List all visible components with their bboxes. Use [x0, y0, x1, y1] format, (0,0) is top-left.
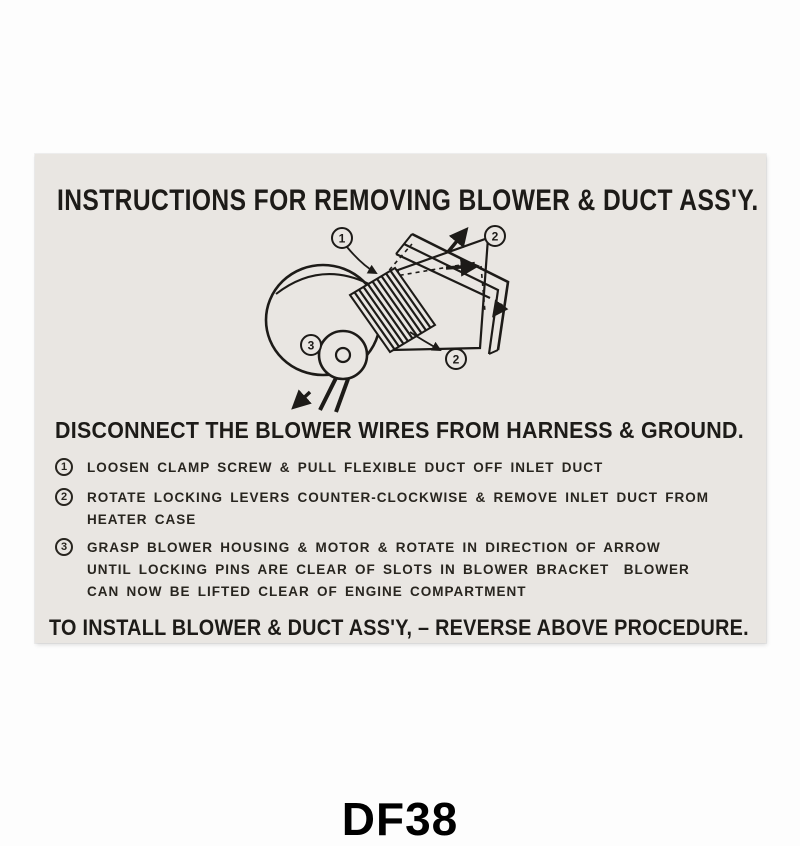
step-2-text: [87, 487, 709, 531]
step-line: HEATER CASE: [87, 512, 197, 527]
step-3-number-badge: 3: [55, 538, 73, 556]
motor-wires: [320, 378, 348, 412]
disconnect-warning-heading: DISCONNECT THE BLOWER WIRES FROM HARNESS & GROUND.: [55, 417, 744, 443]
step-line: UNTIL LOCKING PINS ARE CLEAR OF SLOTS IN BLOWER BRACKET BLOWER: [87, 562, 690, 577]
step-line: GRASP BLOWER HOUSING & MOTOR & ROTATE IN DIRECTION OF ARROW: [87, 540, 661, 555]
instruction-decal: [35, 154, 766, 643]
step-item-1: [55, 457, 603, 479]
decal-title: INSTRUCTIONS FOR REMOVING BLOWER & DUCT ASS'Y.: [57, 184, 759, 217]
step-item-2: [55, 487, 709, 531]
step-line: LOOSEN CLAMP SCREW & PULL FLEXIBLE DUCT OFF INLET DUCT: [87, 460, 604, 475]
blower-duct-drawing: [250, 220, 572, 414]
rotate-direction-arrow-icon: [294, 392, 310, 407]
callout-2-top: [485, 226, 505, 246]
svg-text:2: 2: [491, 229, 499, 244]
svg-text:3: 3: [307, 338, 315, 353]
step-item-3: [55, 537, 690, 603]
lever-right-arrow-icon: [446, 266, 476, 268]
blower-motor: [319, 331, 367, 379]
step-1-text: [87, 457, 603, 479]
svg-text:2: 2: [452, 352, 460, 367]
product-code-caption: DF38: [341, 793, 459, 845]
step-3-text: [87, 537, 690, 603]
callout-3: [301, 335, 321, 355]
install-instruction-footer: TO INSTALL BLOWER & DUCT ASS'Y, – REVERSE ABOVE PROCEDURE.: [49, 615, 749, 640]
blower-duct-diagram: [250, 220, 572, 414]
svg-text:1: 1: [338, 231, 346, 246]
step-line: ROTATE LOCKING LEVERS COUNTER-CLOCKWISE & REMOVE INLET DUCT FROM: [87, 490, 709, 505]
step-2-number-badge: 2: [55, 488, 73, 506]
step-line: CAN NOW BE LIFTED CLEAR OF ENGINE COMPARTMENT: [87, 584, 527, 599]
step-1-number-badge: 1: [55, 458, 73, 476]
